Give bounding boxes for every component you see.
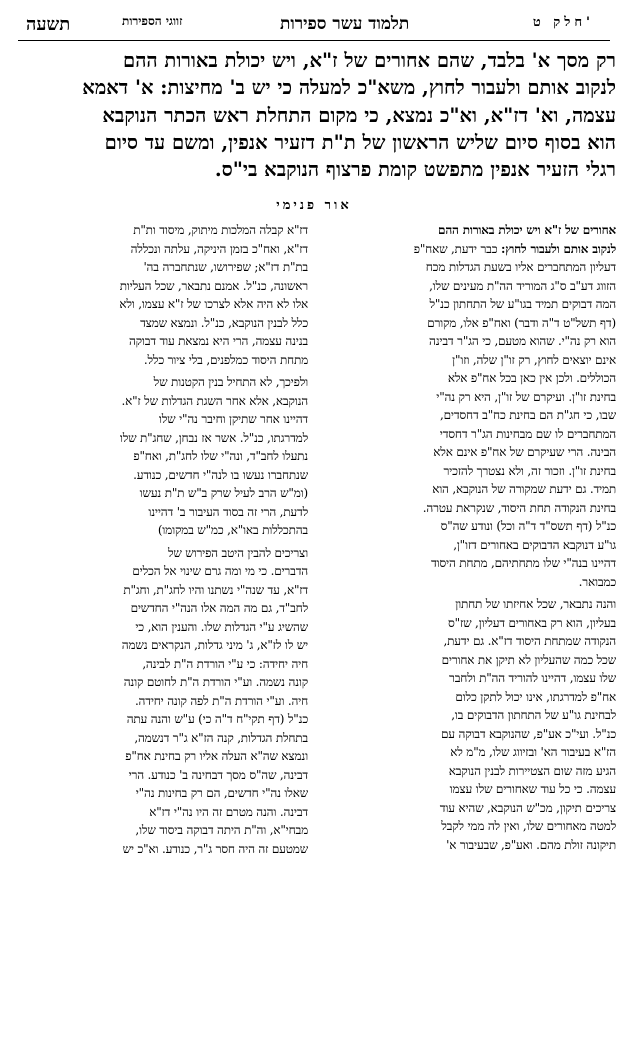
commentary-line: הבינה. הרי שעיקרם של אח"פ אינם אלא <box>433 445 616 460</box>
commentary-line: הנקודה שמתחת היסוד דז"א. גם ידעת, <box>443 634 616 649</box>
commentary-line: ונמצא שה"א העלה אליו רק בחינת אח"פ <box>125 749 308 764</box>
commentary-line: שלו עצמו, דהיינו להוריד הה"ת ולחבר <box>449 671 616 686</box>
header-rule <box>18 40 610 41</box>
main-line: לנקוב אותם ולעבור לחוץ, משא"כ למעלה כי יש ב' מחיצות: א' דאמא <box>82 76 616 100</box>
commentary-line: צריכים תיקון, מכ"ש הנוקבא, שהיא עוד <box>439 800 616 815</box>
left-column <box>12 221 308 858</box>
commentary-line: שהשיג ע"י הגדלות שלו. והענין הוא, כי <box>135 619 308 634</box>
commentary-line: דהיינו בנה"י שלו מתחתיהם, מתחת היסוד <box>430 556 616 571</box>
commentary-line: ולפיכך, לא התחיל בנין הקטנות של <box>153 375 308 390</box>
commentary-line: והנה נתבאר, שכל אחיזתו של תחתון <box>455 597 616 612</box>
commentary-line: דז"א, עד שנה"י נשתנו והיו לחג"ת, וחג"ת <box>123 582 308 597</box>
commentary-line: לדעת, הרי זה בסוד העיבור ב' דהיינו <box>148 504 308 519</box>
commentary-line: הכוללים. ולכן אין כאן בכל אח"פ אלא <box>447 371 616 386</box>
commentary-line: חיה. וע"י הורדת ה"ת לפה קונה יחידה. <box>134 693 308 708</box>
main-line: עצמה, וא' דז"א, וא"כ נמצא, כי מקום התחלת ראש הכתר הנוקבא <box>102 103 616 127</box>
commentary-line: חיה יחידה: כי ע"י הורדת ה"ת לבינה, <box>142 656 308 671</box>
page-number: תשעה <box>26 14 71 35</box>
commentary-line: למדרגתו, כנ"ל. אשר אז נבחן, שחג"ת שלו <box>119 430 308 445</box>
commentary-line: המה דבוקים תמיד בגו"ע של התחתון כנ"ל <box>429 297 616 312</box>
commentary-line: (ומ"ש הרב לעיל שרק ב"ש ת"ת נעשו <box>139 486 308 501</box>
commentary-line: למטה מאחורים שלו, ואין לה ממי לקבל <box>441 819 616 834</box>
commentary-line: דז"א, ואח"כ בזמן היניקה, עלתה ונכללה <box>130 241 308 256</box>
commentary-line: לבחינת גו"ע של התחתון הדבוקים בו, <box>451 708 616 723</box>
commentary-line: בהתכללות באו"א, כמ"ש במקומו) <box>157 523 308 538</box>
commentary-line: ראשונה, כנ"ל. אמנם נתבאר, שכל העליות <box>119 278 308 293</box>
main-line: רגלי הזעיר אנפין מתפשט קומת פרצוף הנוקבא בי"ס. <box>214 158 616 182</box>
commentary-line: הזווג דע"ב ס"ג המוריד הה"ת מעינים שלו, <box>429 278 616 293</box>
commentary-line: בחינת זו"ן. וזכור זה, ולא נצטרך להזכיר <box>443 463 616 478</box>
commentary-line: שכל כמה שהעליון לא תיקן את אחורים <box>441 652 616 667</box>
commentary-line: הגיע מזה שום הצטיירות לבנין הנוקבא <box>448 763 616 778</box>
commentary-line: הוא רק נה"י. שהוא מטעם, כי הג"ר דבינה <box>429 334 616 349</box>
commentary-line: אחורים של ז"א ויש יכולת באורות ההם <box>438 223 616 238</box>
commentary-line: אינם יוצאים לחוץ, רק זו"ן שלה, וזו"ן <box>452 352 616 367</box>
commentary-line: דהיינו אחר שתיקן וחיבר נה"י שלו <box>158 412 308 427</box>
commentary-line: קונה נשמה. וע"י הורדת ה"ת לחוטם קונה <box>123 675 308 690</box>
commentary-line: שמטעם זה היה חסר ג"ר, כנודע. וא"כ יש <box>122 841 308 856</box>
commentary-columns <box>12 221 616 858</box>
commentary-line: שאלו נה"י חדשים, הם רק בחינות נה"י <box>135 786 308 801</box>
commentary-line: תיקונה זולת מהם. ואע"פ, שבעיבור א' <box>446 837 616 852</box>
commentary-line: שנתחברו נעשו בו לנה"י חדשים, כנודע. <box>133 467 308 482</box>
commentary-line: הדברים. כי מי ומה גרם שינוי אל הכלים <box>132 564 308 579</box>
commentary-line: הנוקבא, אלא אחר השגת הגדלות של ז"א. <box>121 393 308 408</box>
bold-lead: לנקוב אותם ולעבור לחוץ: <box>501 241 616 256</box>
commentary-line: וצריכים להבין היטב הפירוש של <box>167 545 308 560</box>
main-line: הוא בסוף סיום שליש הראשון של ת"ת דזעיר אנפין, ומשם עד סיום <box>104 130 616 154</box>
commentary-line: גו"ע דנוקבא הדבוקים באחורים דזו"ן, <box>453 537 616 552</box>
part-label: חלק ט' <box>532 15 594 30</box>
commentary-line: יש לו לז"א, ג' מיני גדלות, הנקראים נשמה <box>121 638 308 653</box>
commentary-line: דבינה, שה"ס מסך דבחינה ב' כנודע. הרי <box>128 767 308 782</box>
main-text <box>12 47 616 183</box>
right-column <box>320 221 616 858</box>
commentary-line: לנקוב אותם ולעבור לחוץ: כבר ידעת, שאח"פ <box>413 241 616 256</box>
commentary-line: בנינה עצמה, הרי היא נמצאת עוד דבוקה <box>128 334 308 349</box>
commentary-line: הז"א בעיבור הא' ובזיווג שלו, מ"מ לא <box>450 745 616 760</box>
commentary-line: לחב"ד, גם מה המה אלו הנה"י החדשים <box>130 601 308 616</box>
commentary-line: מבחי"א, וה"ת היתה דבוקה ביסוד שלו, <box>135 823 308 838</box>
commentary-line: דעליון המתחברים אליו בשעת הגדלות מכח <box>425 260 616 275</box>
main-line: רק מסך א' בלבד, שהם אחורים של ז"א, ויש יכולת באורות ההם <box>123 49 616 72</box>
commentary-line: בחינת זו"ן. ועיקרם של זו"ן, היא רק נה"י <box>436 389 616 404</box>
commentary-line: בתחלת הגדלות, קנה הז"א ג"ר דנשמה, <box>134 730 308 745</box>
commentary-line: אח"פ למדרגתו, אינו יכול לתקן כלום <box>455 689 616 704</box>
book-title: תלמוד עשר ספירות <box>280 14 410 34</box>
commentary-line: דז"א קבלה המלכות מיתוק, מיסוד ות"ת <box>133 223 308 238</box>
commentary-line: בעליון, הוא רק באחורים דעליון, שז"ס <box>448 615 616 630</box>
commentary-line: כנ"ל. ועי"כ אע"פ, שהנוקבא דבוקה עם <box>441 726 616 741</box>
commentary-line: עצמה. כי כל עוד שאחורים שלו עצמו <box>449 782 616 797</box>
section-title: זווגי הספירות <box>122 14 183 28</box>
commentary-line: בחינת הנקודה תחת היסוד, שנקראת עטרה. <box>422 500 616 515</box>
commentary-line: כנ"ל (דף תשס"ד ד"ה וכל) ונודע שה"ס <box>440 519 616 534</box>
commentary-line: שבו, כי חג"ת הם בחינת כח"ב דחסדים, <box>440 408 616 423</box>
commentary-line: כמבואר. <box>578 574 616 589</box>
page-header <box>12 8 616 38</box>
commentary-title: אור פנימי <box>276 198 352 214</box>
commentary-line: אלו לא היה אלא לצרכו של ז"א עצמו, ולא <box>119 297 308 312</box>
commentary-line: כלל לבנין הנוקבא, כנ"ל. ונמצא שמצד <box>140 315 308 330</box>
commentary-line: מתחת היסוד כמלפנים, בלי ציור כלל. <box>143 352 308 367</box>
commentary-line: תמיד. גם ידעת שמקורה של הנוקבא, הוא <box>432 482 616 497</box>
commentary-line: בת"ת דז"א; שפירושו, שנתחברה בה' <box>143 260 308 275</box>
commentary-line: דבינה. והנה מטרם זה היו נה"י דז"א <box>149 804 308 819</box>
commentary-line: המתחברים לו שם מבחינות הג"ר דחסדי <box>439 426 616 441</box>
commentary-line: כנ"ל (דף תקי"ח ד"ה כי) ע"ש והנה עתה <box>126 712 308 727</box>
commentary-line: (דף תשל"ט ד"ה ודבר) ואח"פ אלו, מקורם <box>427 315 616 330</box>
commentary-line: נתעלו לחב"ד, ונה"י שלו לחג"ת, ואח"פ <box>133 449 308 464</box>
